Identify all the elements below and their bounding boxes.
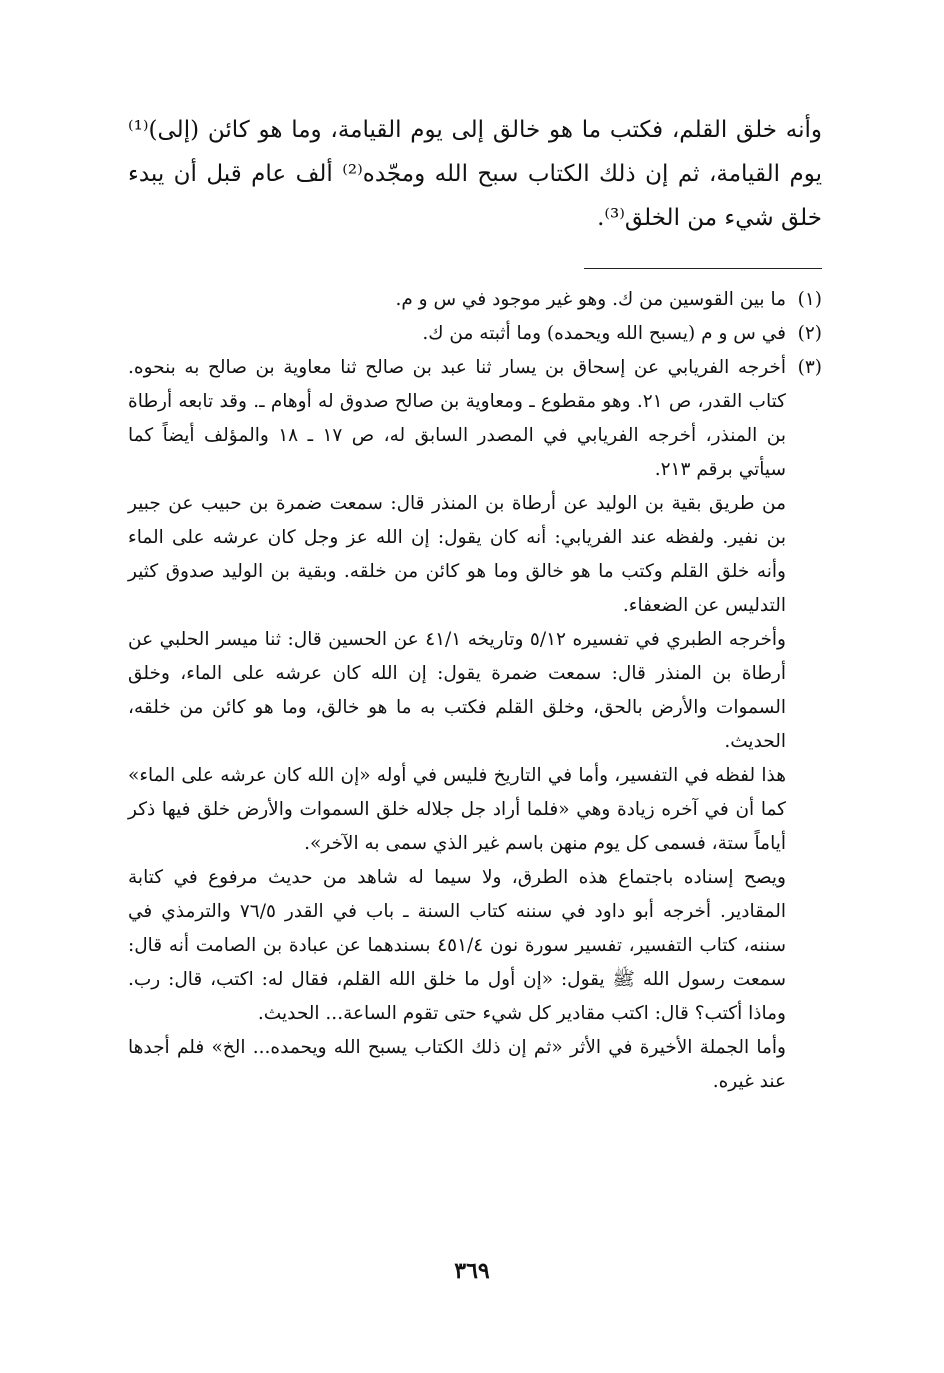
footnote-paragraph: هذا لفظه في التفسير، وأما في التاريخ فليس في أوله «إن الله كان عرشه على الماء» كما أن في آخره زيادة وهي «فلما أراد جل جلاله خلق السموات والأرض خلق فيها ذكر أياماً ستة، فسمى كل يوم منهن باسم غير الذي سمى به الآخر». [128,765,786,854]
footnote-number: (٢) [797,323,822,344]
footnote-body [128,317,786,351]
footnote-1 [128,283,822,317]
footnote-paragraph: وأما الجملة الأخيرة في الأثر «ثم إن ذلك الكتاب يسبح الله ويحمده... الخ» فلم أجدها عند غيره. [128,1037,786,1092]
footnote-paragraph: من طريق بقية بن الوليد عن أرطاة بن المنذر قال: سمعت ضمرة بن حبيب عن جبير بن نفير. ولفظه عند الفريابي: أنه كان يقول: إن الله عز وجل كان عرشه على الماء وأنه خلق القلم وكتب ما هو خالق وما هو كائن من خلقه. وبقية بن الوليد صدوق كثير التدليس عن الضعفاء. [128,493,786,616]
footnote-body [128,283,786,317]
page-number: ٣٦٩ [454,1258,490,1284]
footnote-3 [128,351,822,1099]
footnote-paragraph: وأخرجه الطبري في تفسيره ٥/١٢ وتاريخه ٤١/١ عن الحسين قال: ثنا ميسر الحلبي عن أرطاة بن المنذر قال: سمعت ضمرة يقول: إن الله كان عرشه على الماء، وخلق السموات والأرض بالحق، وخلق القلم فكتب به ما هو خالق، وما هو كائن من خلقه، الحديث. [128,629,786,752]
footnote-paragraph: ويصح إسناده باجتماع هذه الطرق، ولا سيما له شاهد من حديث مرفوع في كتابة المقادير. أخرجه أبو داود في سننه كتاب السنة ـ باب في القدر ٧٦/٥ والترمذي في سننه، كتاب التفسير، تفسير سورة نون ٤٥١/٤ بسندهما عن عبادة بن الصامت أنه قال: سمعت رسول الله ﷺ يقول: «إن أول ما خلق الله القلم، فقال له: اكتب، قال: رب. وماذا أكتب؟ قال: اكتب مقادير كل شيء حتى تقوم الساعة... الحديث. [128,867,786,1024]
footnote-paragraph: في س و م (يسبح الله ويحمده) وما أثبته من ك. [422,323,786,344]
main-text-block [128,108,822,240]
footnotes-section [128,283,822,1099]
footnote-paragraph: ما بين القوسين من ك. وهو غير موجود في س و م. [395,289,786,310]
footnote-body [128,351,786,1099]
footnote-number: (٣) [797,357,822,378]
footnote-number: (١) [797,289,822,310]
main-paragraph: وأنه خلق القلم، فكتب ما هو خالق إلى يوم القيامة، وما هو كائن (إلى)⁽¹⁾ يوم القيامة، ثم إن ذلك الكتاب سبح الله ومجّده⁽²⁾ ألف عام قبل أن يبدء خلق شيء من الخلق⁽³⁾. [128,117,822,231]
footnote-paragraph: أخرجه الفريابي عن إسحاق بن يسار ثنا عبد بن صالح ثنا معاوية بن صالح به بنحوه. كتاب القدر، ص ٢١. وهو مقطوع ـ ومعاوية بن صالح صدوق له أوهام ـ. وقد تابعه أرطاة بن المنذر، أخرجه الفريابي في المصدر السابق له، ص ١٧ ـ ١٨ والمؤلف أيضاً كما سيأتي برقم ٢١٣. [128,357,786,480]
footnote-2 [128,317,822,351]
footnote-separator [584,268,822,269]
